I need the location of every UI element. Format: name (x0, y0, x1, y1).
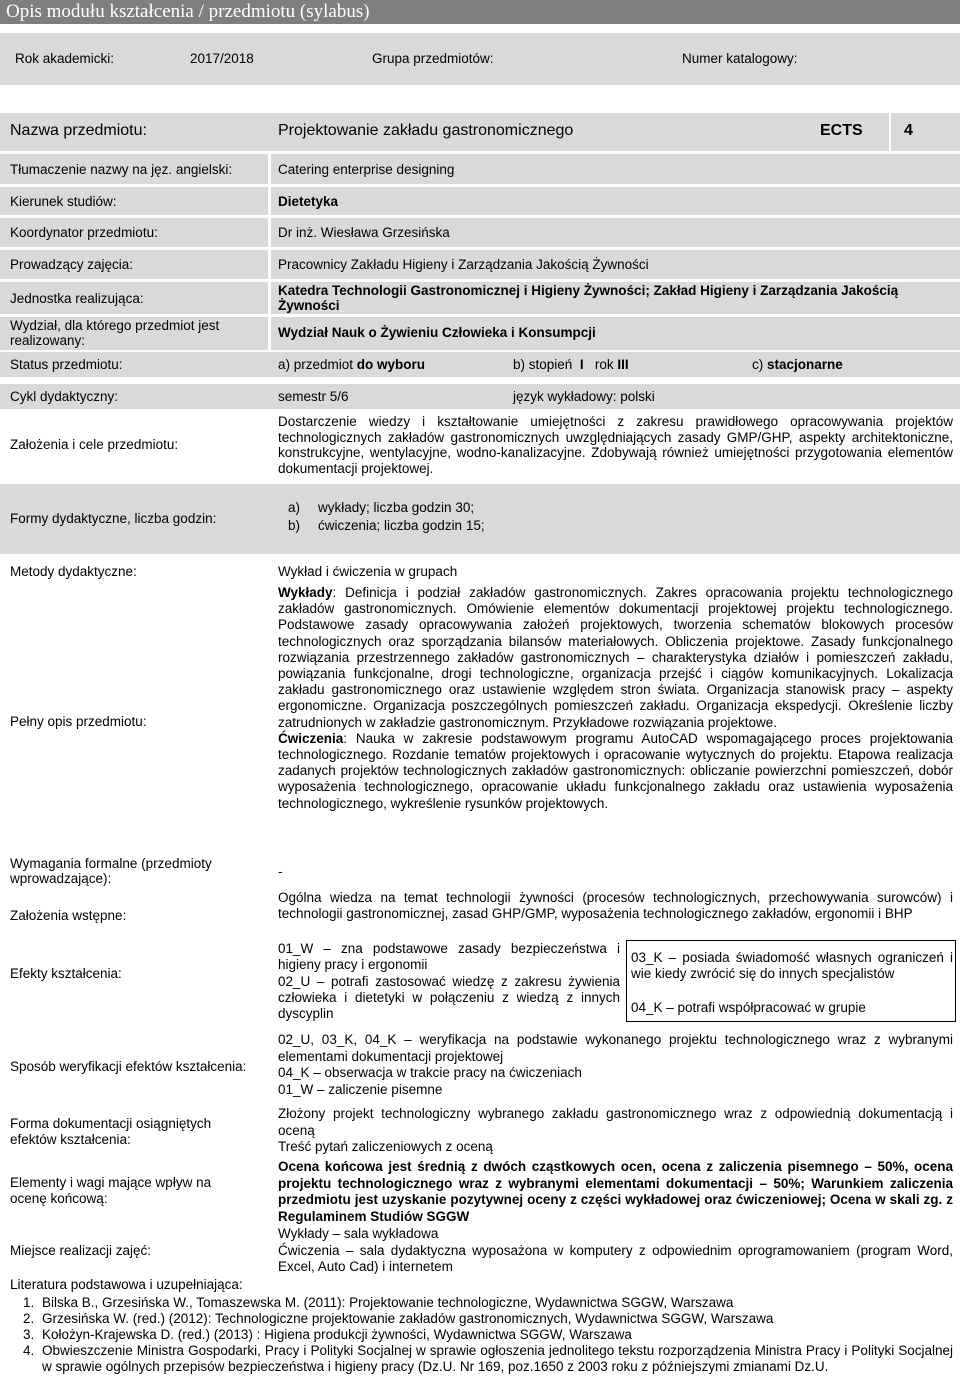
page-header (0, 0, 960, 24)
literature-items (8, 1295, 953, 1375)
ects-label: ECTS (820, 122, 863, 139)
separator (0, 247, 960, 250)
location-label: Miejsce realizacji zajęć: (10, 1243, 152, 1258)
status-c-value: stacjonarne (767, 357, 843, 372)
english-name-label: Tłumaczenie nazwy na jęz. angielski: (10, 162, 233, 177)
course-name-label: Nazwa przedmiotu: (10, 122, 147, 139)
status-label: Status przedmiotu: (10, 357, 123, 372)
lectures-text: : Definicja i podział zakładów gastronomicznych. Zakres opracowania projektu technologicznego zakładów gastronomicznych. Omówienie elementów dokumentacji projektowej projektu technologicznego. Podstawowe zasady opracowywania założeń projektowych, tworzenia schematów blokowych procesów technologicznych oraz sporządzania bilansów materiałowych. Obliczenia projektowe. Zasady funkcjonalnego rozwiązania przestrzennego zakładów gastronomicznych – charakterystyka działów i pomieszczeń zakładu, powiązania funkcjonalne, drogi technologiczne, organizacja przejść i ciągów komunikacyjnych. Lokalizacja zakładu gastronomicznego oraz ustawienie względem stron świata. Organizacja stanowisk pracy – aspekty ergonomiczne. Organizacja poszczególnych pomieszczeń zakładu. Organizacja ekspedycji. Określenie liczby zatrudnionych w zakładzie gastronomicznym. Przykładowe rozwiązania projektowe. (278, 585, 953, 730)
course-name-value: Projektowanie zakładu gastronomicznego (278, 122, 574, 139)
outcome-04k: 04_K – potrafi współpracować w grupie (631, 1000, 866, 1015)
status-a-prefix: a) przedmiot (278, 357, 354, 372)
page-title: Opis modułu kształcenia / przedmiotu (sylabus) (6, 1, 370, 22)
requirements-label: Wymagania formalne (przedmioty wprowadzające): (10, 856, 212, 886)
cycle-label: Cykl dydaktyczny: (10, 389, 119, 404)
coordinator-value: Dr inż. Wiesława Grzesińska (278, 225, 450, 240)
forms-a-text: wykłady; liczba godzin 30; (318, 500, 475, 515)
status-c (752, 357, 843, 372)
status-a (278, 357, 425, 372)
location-line: Wykłady – sala wykładowa (278, 1226, 439, 1241)
literature-item: 3. Kołożyn-Krajewska D. (red.) (2013) : Higiena produkcji żywności, Wydawnictwa SGGW, Warszawa (38, 1327, 953, 1343)
separator (0, 314, 960, 317)
faculty-value: Wydział Nauk o Żywieniu Człowieka i Konsumpcji (278, 325, 596, 340)
lecture-language: język wykładowy: polski (513, 389, 655, 404)
status-b-year: III (617, 357, 629, 372)
exercises-text: : Nauka w zakresie podstawowym programu AutoCAD wspomagającego proces projektowania technologicznego. Rozdanie tematów projektowych i opracowanie wytycznych do projektu. Etapowa realizacja zadanych projektów technologicznych zakładów gastronomicznych: obliczanie powierzchni pomieszczeń, dobór wyposażenia technologicznego, opracowanie układu funkcjonalnego zakładu oraz ustawienia wyposażenia technologicznego, wykreślenie rysunków projektowych. (278, 730, 953, 811)
status-a-value: do wyboru (356, 357, 426, 372)
literature-list (8, 1295, 953, 1375)
separator (0, 184, 960, 187)
outcomes-left: 01_W – zna podstawowe zasady bezpieczeństwa i higieny pracy i ergonomii 02_U – potrafi zastosować wiedzę z zakresu żywienia człowieka i dietetyki w połączeniu z wiedzą z innych dyscyplin (278, 941, 620, 1022)
documentation-line: Treść pytań zaliczeniowych z oceną (278, 1139, 493, 1154)
requirements-value: - (278, 864, 283, 879)
prerequisites-label: Założenia wstępne: (10, 908, 127, 923)
prerequisites-text: Ogólna wiedza na temat technologii żywności (procesów technologicznych, przechowywania surowców) i technologii gastronomicznej, zasad GHP/GMP, wyposażenia technologicznego zakładów, ergonomii i BHP (278, 890, 953, 922)
faculty-label: Wydział, dla którego przedmiot jest realizowany: (10, 318, 220, 348)
field-of-study-value: Dietetyka (278, 194, 339, 209)
cycle-row (0, 384, 960, 409)
location-text (278, 1226, 953, 1276)
goals-label: Założenia i cele przedmiotu: (10, 437, 179, 452)
unit-label: Jednostka realizująca: (10, 291, 144, 306)
catalog-number-label: Numer katalogowy: (682, 51, 798, 66)
verification-line: 04_K – obserwacja w trakcie pracy na ćwiczeniach (278, 1065, 582, 1080)
literature-item: 2. Grzesińska W. (red.) (2012): Technologiczne projektowanie zakładów gastronomicznych, Wydawnictwa SGGW, Warszawa (38, 1311, 953, 1327)
separator (0, 215, 960, 218)
documentation-line: Złożony projekt technologiczny wybranego zakładu gastronomicznego wraz z odpowiednią dokumentacją i oceną (278, 1106, 953, 1138)
ects-divider (889, 113, 891, 151)
documentation-text (278, 1106, 953, 1156)
methods-value: Wykład i ćwiczenia w grupach (278, 564, 458, 579)
verification-label: Sposób weryfikacji efektów kształcenia: (10, 1059, 247, 1074)
academic-year-label: Rok akademicki: (15, 51, 115, 66)
literature-label: Literatura podstawowa i uzupełniająca: (10, 1277, 243, 1292)
literature-item: 1. Bilska B., Grzesińska W., Tomaszewska M. (2011): Projektowanie technologiczne, Wydawnictwa SGGW, Warszawa (38, 1295, 953, 1311)
methods-label: Metody dydaktyczne: (10, 564, 137, 579)
field-of-study-label: Kierunek studiów: (10, 194, 117, 209)
grading-text: Ocena końcowa jest średnią z dwóch cząstkowych ocen, ocena z zaliczenia pisemnego – 50%, ocena projektu technologicznego wraz z wybranymi elementami dokumentacji – 50%; Warunkiem zaliczenia przedmiotu jest uzyskanie pozytywnej oceny z części wykładowej oraz ćwiczeniowej; Ocena w skali zg. z Regulaminem Studiów SGGW (278, 1159, 953, 1224)
course-name-row (0, 113, 960, 151)
verification-text (278, 1032, 953, 1098)
subject-group-label: Grupa przedmiotów: (372, 51, 494, 66)
status-b-degree: I (579, 357, 584, 372)
ects-value: 4 (904, 122, 913, 139)
location-line: Ćwiczenia – sala dydaktyczna wyposażona w komputery z odpowiednim oprogramowaniem (program Word, Excel, Auto Cad) i internetem (278, 1242, 953, 1274)
forms-label: Formy dydaktyczne, liczba godzin: (10, 511, 217, 526)
status-b (513, 357, 629, 372)
forms-a-key: a) (288, 500, 301, 515)
academic-year-row (0, 33, 960, 85)
status-row (0, 352, 960, 377)
forms-b-text: ćwiczenia; liczba godzin 15; (318, 518, 485, 533)
instructors-label: Prowadzący zajęcia: (10, 257, 134, 272)
goals-text: Dostarczenie wiedzy i kształtowanie umiejętności z zakresu prawidłowego opracowywania projektów technologicznych zakładów gastronomicznych uwzględniających zasady GMP/GHP, aspekty architektoniczne, konstrukcyjne, wentylacyjne, wodno-kanalizacyjne. Zdobywają również umiejętności przygotowania elementów dokumentacji projektowej. (278, 414, 953, 476)
instructors-value: Pracownicy Zakładu Higieny i Zarządzania Jakością Żywności (278, 257, 649, 272)
literature-item: 4. Obwieszczenie Ministra Gospodarki, Pracy i Polityki Socjalnej w sprawie ogłoszenia jednolitego tekstu rozporządzenia Ministra Pracy i Polityki Socjalnej w sprawie ogólnych przepisów bezpieczeństwa i higieny pracy (Dz.U. Nr 169, poz.1650 z 2003 roku z późniejszymi zmianami Dz.U. (38, 1343, 953, 1375)
outcome-03k: 03_K – posiada świadomość własnych ograniczeń i wie kiedy zwrócić się do innych specjalistów (631, 950, 953, 982)
cycle-value: semestr 5/6 (278, 389, 349, 404)
status-c-prefix: c) (752, 357, 764, 372)
separator (0, 279, 960, 282)
coordinator-label: Koordynator przedmiotu: (10, 225, 158, 240)
verification-line: 02_U, 03_K, 04_K – weryfikacja na podstawie wykonanego projektu technologicznego wraz z wybranymi elementami dokumentacji projektowej (278, 1032, 953, 1064)
lectures-heading: Wykłady (278, 585, 333, 600)
documentation-label: Forma dokumentacji osiągniętych efektów kształcenia: (10, 1116, 212, 1147)
verification-line: 01_W – zaliczenie pisemne (278, 1081, 443, 1097)
forms-b-key: b) (288, 518, 301, 533)
exercises-heading: Ćwiczenia (278, 730, 344, 746)
status-b-prefix: b) stopień (513, 357, 573, 372)
description-text (278, 585, 953, 812)
grading-label: Elementy i wagi mające wpływ na ocenę końcową: (10, 1175, 212, 1206)
outcomes-right-box (626, 940, 956, 1022)
outcomes-label: Efekty kształcenia: (10, 966, 122, 981)
description-label: Pełny opis przedmiotu: (10, 714, 147, 729)
status-b-year-label: rok (594, 357, 614, 372)
academic-year-value: 2017/2018 (190, 51, 254, 66)
unit-value: Katedra Technologii Gastronomicznej i Higieny Żywności; Zakład Higieny i Zarządzania Jakością Żywności (278, 283, 899, 313)
english-name-value: Catering enterprise designing (278, 162, 455, 177)
